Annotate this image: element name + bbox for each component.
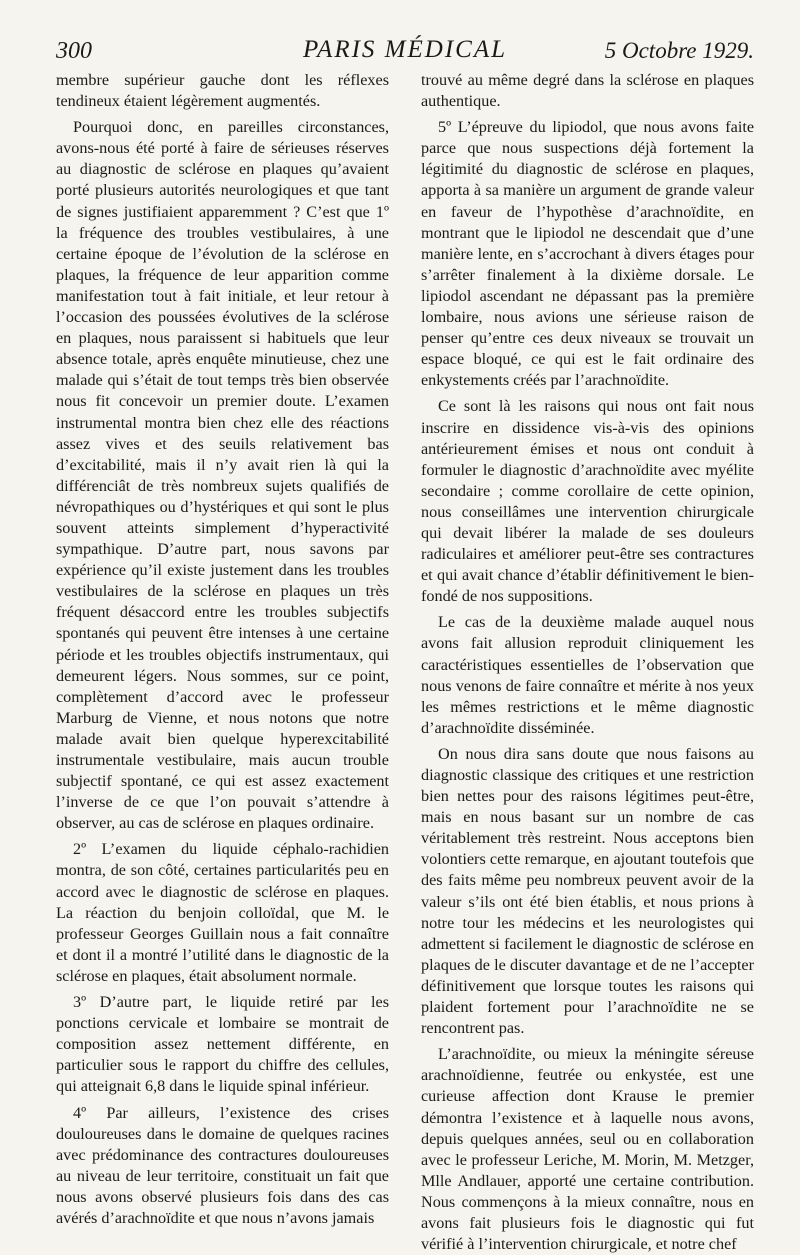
paragraph: On nous dira sans doute que nous faisons au diagnostic classique des critiques et une restriction bien nettes pour des raisons légitimes peut-être, mais en nous basant sur un nombre de cas véritablement très restreint. Nous acceptons bien volontiers cette remarque, en ajoutant toutefois que des faits même peu nombreux peuvent avoir de la valeur s’ils ont été bien établis, et nous prions à notre tour les médecins et les neurologistes qui admettent si facilement le diagnostic de sclérose en plaques de le discuter davantage et de ne l’accepter définitivement que lorsque toutes les raisons qui plaident fortement pour l’arachnoïdite ne se rencontrent pas. [421, 744, 754, 1038]
paragraph: 3º D’autre part, le liquide retiré par les ponctions cervicale et lombaire se montrait de composition assez nettement différente, en particulier sous le rapport du chiffre des cellules, qui atteignait 6,8 dans le liquide spinal inférieur. [56, 993, 389, 1096]
paragraph: membre supérieur gauche dont les réflexes tendineux étaient légèrement augmentés. [56, 71, 389, 111]
page-number: 300 [56, 38, 92, 64]
paragraph: 4º Par ailleurs, l’existence des crises douloureuses dans le domaine de quelques racines avec prédominance des contractures douloureuses au niveau de leur territoire, constituait un fait que nous avons observé plusieurs fois dans des cas avérés d’arachnoïdite et que nous n’avons jamais [56, 1103, 389, 1227]
page-header [56, 30, 754, 64]
journal-title: PARIS MÉDICAL [303, 36, 507, 63]
paragraph: trouvé au même degré dans la sclérose en plaques authentique. [421, 71, 754, 111]
left-column [56, 70, 389, 1255]
paragraph: Ce sont là les raisons qui nous ont fait nous inscrire en dissidence vis-à-vis des opinions antérieurement émises et nous ont conduit à formuler le diagnostic d’arachnoïdite avec myélite secondaire ; comme corollaire de cette opinion, nous conseillâmes une intervention chirurgicale qui devait libérer la malade de ses douleurs radiculaires et améliorer peut-être ses contractures et qui avait chance d’établir définitivement le bien-fondé de nos suppositions. [421, 397, 754, 606]
paragraph: Pourquoi donc, en pareilles circonstances, avons-nous été porté à faire de sérieuses réserves au diagnostic de sclérose en plaques qu’avaient porté plusieurs autorités neurologiques et que tant de signes justifiaient apparemment ? C’est que 1º la fréquence des troubles vestibulaires, à une certaine époque de l’évolution de la sclérose en plaques, la fréquence de leur apparition comme manifestation tout à fait initiale, et leur retour à l’occasion des poussées évolutives de la sclérose en plaques, nous paraissent si habituels que leur absence totale, après enquête minutieuse, chez une malade qui s’était de tout temps très bien observée nous fit concevoir un premier doute. L’examen instrumental montra bien chez elle des réactions assez vives et des seuils relativement bas d’excitabilité, mais il n’y avait rien là qui la différenciât de très nombreux sujets qualifiés de névropathiques ou d’hystériques et qui sont le plus souvent atteints simplement d’hyperactivité sympathique. D’autre part, nous savons par expérience qu’il existe justement dans les troubles vestibulaires de la sclérose en plaques un très fréquent désaccord entre les troubles subjectifs spontanés qui peuvent être intenses à une certaine période et les troubles objectifs instrumentaux, qui demeurent légers. Nous sommes, sur ce point, complètement d’accord avec le professeur Marburg de Vienne, et nous notons que notre malade avait bien quelque hyperexcitabilité instrumentale vestibulaire, mais aucun trouble subjectif spontané, ce qui est assez exactement l’inverse de ce que l’on pouvait s’attendre à observer, au cas de sclérose en plaques ordinaire. [56, 118, 389, 833]
text-columns [56, 70, 754, 1255]
issue-date: 5 Octobre 1929. [604, 38, 754, 63]
paragraph: Le cas de la deuxième malade auquel nous avons fait allusion reproduit cliniquement les caractéristiques essentielles de l’observation que nous venons de faire connaître et mérite à nos yeux les mêmes restrictions et le même diagnostic d’arachnoïdite disséminée. [421, 613, 754, 737]
paragraph: 2º L’examen du liquide céphalo-rachidien montra, de son côté, certaines particularités peu en accord avec le diagnostic de sclérose en plaques. La réaction du benjoin colloïdal, que M. le professeur Georges Guillain nous a fait connaître et dont il a montré l’utilité dans le diagnostic de la sclérose en plaques, était absolument normale. [56, 840, 389, 985]
paragraph: 5º L’épreuve du lipiodol, que nous avons faite parce que nous suspections déjà fortement la légitimité du diagnostic de sclérose en plaques, apporta à sa manière un argument de grande valeur en faveur de l’hypothèse d’arachnoïdite, en montrant que le lipiodol ne descendait que d’une manière lente, en s’accrochant à divers étages pour s’arrêter finalement à la dixième dorsale. Le lipiodol ascendant ne dépassant pas la première lombaire, nous avions une sérieuse raison de penser qu’entre ces deux niveaux se trouvait un espace bloqué, ce qui est le fait ordinaire des enkystements créés par l’arachnoïdite. [421, 118, 754, 390]
paragraph: L’arachnoïdite, ou mieux la méningite séreuse arachnoïdienne, feutrée ou enkystée, est une curieuse affection dont Krause le premier démontra l’existence et à laquelle nous avons, depuis quelques années, seul ou en collaboration avec le professeur Leriche, M. Morin, M. Metzger, Mlle Andlauer, apporté une certaine contribution. Nous commençons à la mieux connaître, nous en avons fait plusieurs fois le diagnostic qui fut vérifié à l’intervention chirurgicale, et notre chef [421, 1045, 754, 1254]
right-column [421, 70, 754, 1255]
